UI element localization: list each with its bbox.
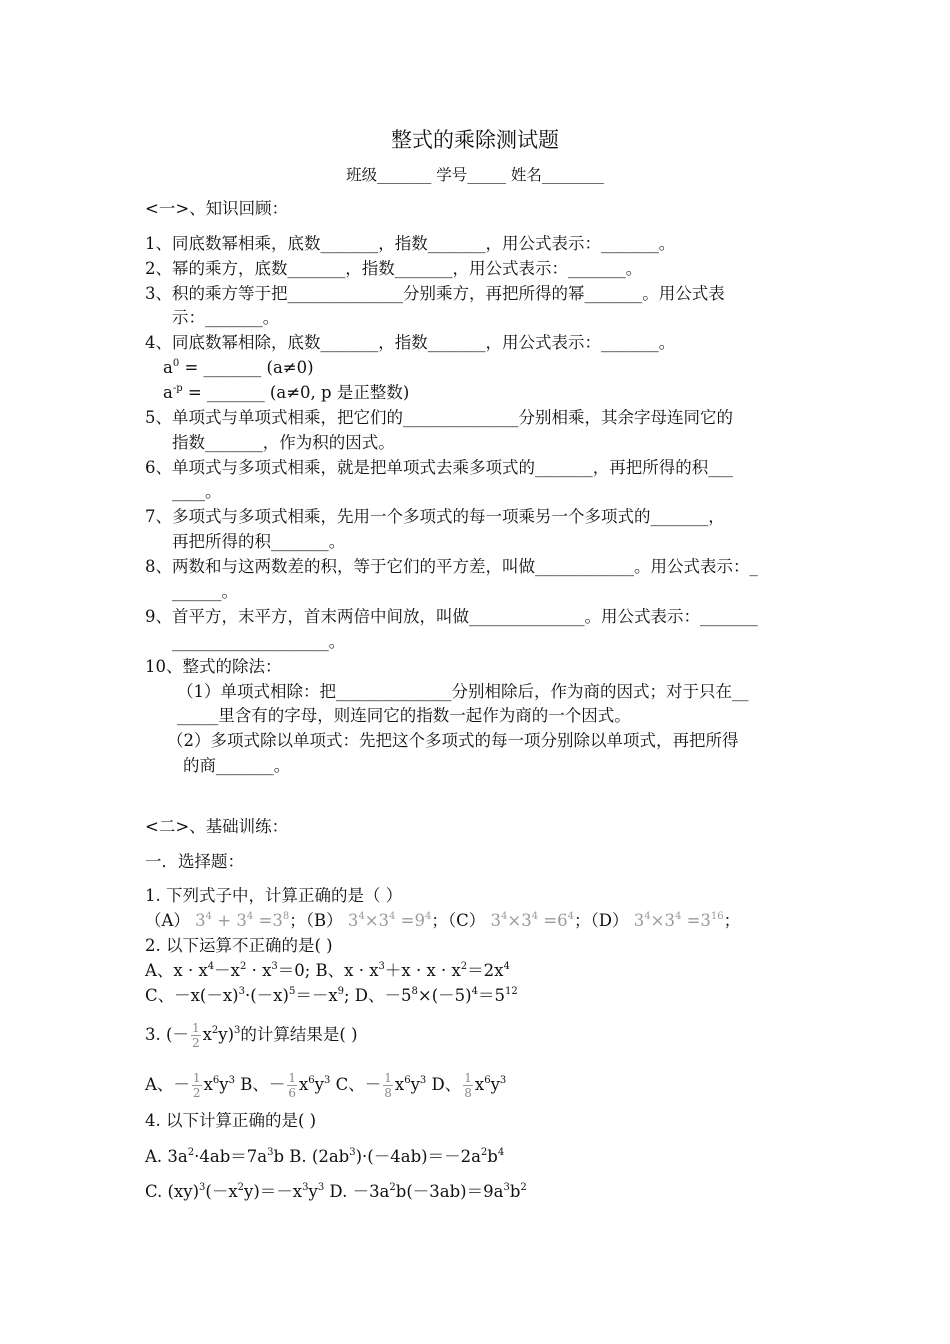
item-9-line-2: ___________________。	[172, 632, 346, 651]
option-a-fraction: $\frac{1}{2}$	[192, 1071, 201, 1100]
question-4: 4. 以下计算正确的是( )	[145, 1111, 317, 1130]
section-2-heading: <二>、基础训练：	[145, 817, 289, 836]
question-2-options-ab: A、$x \cdot x^4-x^2 \cdot x^3=0$; B、$x \cdot x^3+x \cdot x \cdot x^2=2x^4$	[145, 961, 510, 980]
item-10-1-line-2: _____里含有的字母，则连同它的指数一起作为商的一个因式。	[177, 706, 631, 725]
fraction-one-half: $\frac{1}{2}$	[191, 1021, 200, 1050]
question-4-options-cd: C. $(xy)^3(-x^2y)=-x^3y^3$ D. $-3a^2b(-3ab)=9a^3b^2$	[145, 1182, 527, 1201]
question-1: 1. 下列式子中，计算正确的是（ ）	[145, 886, 403, 905]
item-10-2-line-2: 的商_______。	[183, 756, 291, 775]
item-4: 4、同底数幂相除，底数_______，指数_______，用公式表示：_______。	[145, 333, 676, 352]
item-6-line-1: 6、单项式与多项式相乘，就是把单项式去乘多项式的_______，再把所得的积___	[145, 458, 733, 477]
option-c-fraction: $\frac{1}{8}$	[384, 1071, 392, 1100]
question-2-options-cd: C、$-x(-x)^3\cdot(-x)^5=-x^9$; D、$-5^8\times(-5)^4=5^{12}$	[145, 986, 518, 1005]
item-9-line-1: 9、首平方，末平方，首末两倍中间放，叫做______________。用公式表示：_______	[145, 607, 758, 626]
question-1-options: （A） $3^4 + 3^4 =3^8$；（B） $3^4\times 3^4 =9^4$；（C） $3^4\times 3^4 =6^4$；（D） $3^4\times 3^4 =3^{16}$；	[145, 911, 741, 930]
item-10-1-line-1: （1）单项式相除：把______________分别相除后，作为商的因式；对于只在__	[177, 682, 749, 701]
item-7-line-2: 再把所得的积_______。	[172, 532, 346, 551]
question-3: 3. (－ $\frac{1}{2}$ $x^2y)^3$的计算结果是( )	[145, 1021, 358, 1050]
item-3-line-2: 示：_______。	[172, 308, 280, 327]
item-8-line-2: ______。	[172, 582, 238, 601]
item-7-line-1: 7、多项式与多项式相乘，先用一个多项式的每一项乘另一个多项式的_______，	[145, 507, 725, 526]
question-3-options: A、－ $\frac{1}{2}$ $x^6y^3$ B、－ $\frac{1}{6}$ $x^6y^3$ C、－ $\frac{1}{8}$ $x^6y^3$ D、 $\frac{1}{8}$ $x^6y^3$	[145, 1071, 507, 1100]
multiple-choice-heading: 一．选择题：	[145, 852, 244, 871]
question-2: 2. 以下运算不正确的是( )	[145, 936, 333, 955]
page-title: 整式的乘除测试题	[391, 128, 559, 152]
section-1-heading: <一>、知识回顾：	[145, 199, 289, 218]
item-5-line-2: 指数_______，作为积的因式。	[172, 433, 395, 452]
question-4-options-ab: A. $3a^2\cdot 4ab=7a^3b$ B. $(2ab^3)\cdot(-4ab)=-2a^2b^4$	[145, 1147, 505, 1166]
item-10-2-line-1: （2）多项式除以单项式：先把这个多项式的每一项分别除以单项式，再把所得	[167, 731, 739, 750]
item-10: 10、整式的除法：	[145, 657, 282, 676]
option-d-fraction: $\frac{1}{8}$	[464, 1071, 472, 1100]
item-5-line-1: 5、单项式与单项式相乘，把它们的______________分别相乘，其余字母连同它的	[145, 408, 733, 427]
item-2: 2、幂的乘方，底数_______，指数_______，用公式表示：_______。	[145, 259, 643, 278]
student-info-line: 班级_______ 学号_____ 姓名________	[346, 166, 604, 184]
item-1: 1、同底数幂相乘，底数_______，指数_______，用公式表示：_______。	[145, 234, 676, 253]
option-b-fraction: $\frac{1}{6}$	[288, 1071, 296, 1100]
negative-exponent-rule: $a^{-p}$ = _______ (a≠0, p 是正整数)	[163, 383, 410, 402]
item-3-line-1: 3、积的乘方等于把______________分别乘方，再把所得的幂_______。用公式表	[145, 284, 725, 303]
item-8-line-1: 8、两数和与这两数差的积，等于它们的平方差，叫做____________。用公式表示：_	[145, 557, 758, 576]
item-6-line-2: ____。	[172, 482, 222, 501]
zero-exponent-rule: $a^0$ = _______ (a≠0)	[163, 358, 314, 377]
